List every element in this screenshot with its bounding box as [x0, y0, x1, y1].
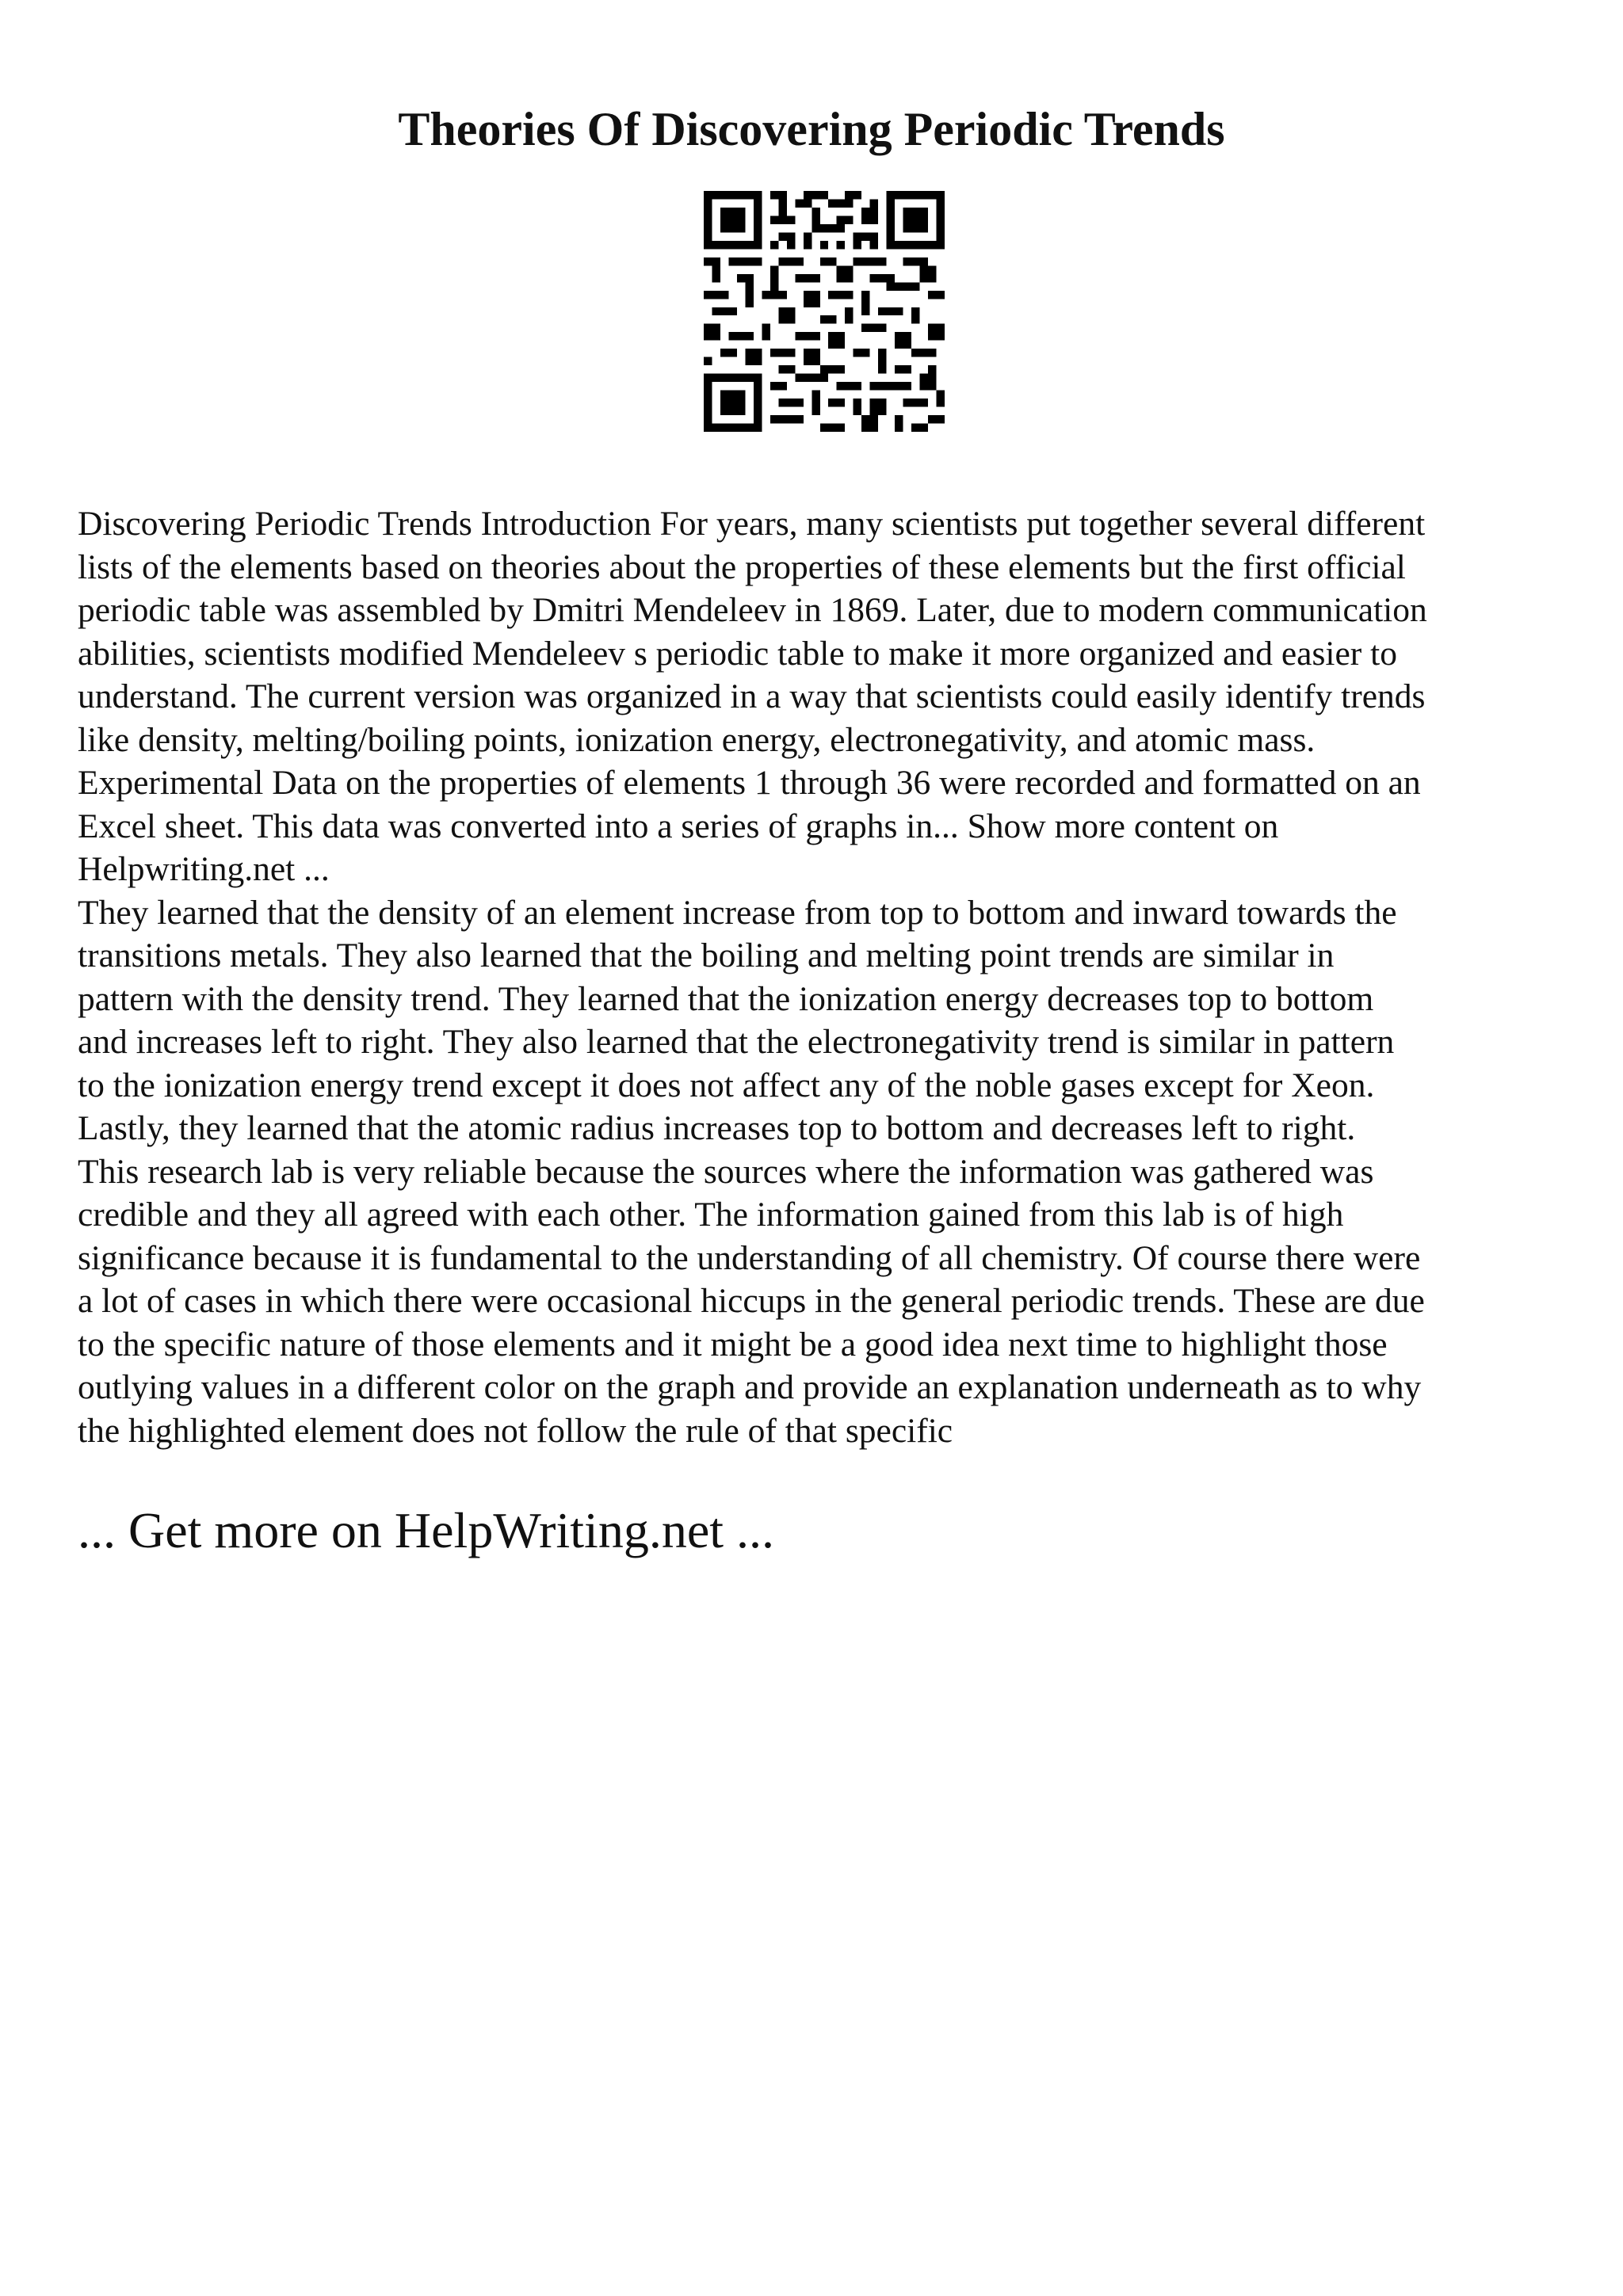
get-more-link[interactable]: ... Get more on HelpWriting.net ...: [78, 1502, 774, 1558]
article-body: Discovering Periodic Trends Introduction For years, many scientists put together several different lists of the elements based on theories about the properties of these elements but the first official periodic table was assembled by Dmitri Mendeleev in 1869. Later, due to modern communication abilities, scientists modified Mendeleev s periodic table to make it more organized and easier to understand. The current version was organized in a way that scientists could easily identify trends like density, melting/boiling points, ionization energy, electronegativity, and atomic mass. Experimental Data on the properties of elements 1 through 36 were recorded and formatted on an Excel sheet. This data was converted into a series of graphs in... Show more content on Helpwriting.net ... They learned that the density of an element increase from top to bottom and inward towards the transitions metals. They also learned that the boiling and melting point trends are similar in pattern with the density trend. They learned that the ionization energy decreases top to bottom and increases left to right. They also learned that the electronegativity trend is similar in pattern to the ionization energy trend except it does not affect any of the noble gases except for Xeon. Lastly, they learned that the atomic radius increases top to bottom and decreases left to right. This research lab is very reliable because the sources where the information was gathered was credible and they all agreed with each other. The information gained from this lab is of high significance because it is fundamental to the understanding of all chemistry. Of course there were a lot of cases in which there were occasional hiccups in the general periodic trends. These are due to the specific nature of those elements and it might be a good idea next time to highlight those outlying values in a different color on the graph and provide an explanation underneath as to why the highlighted element does not follow the rule of that specific: [78, 505, 1427, 1450]
qr-code-icon: [704, 190, 945, 433]
page-title: Theories Of Discovering Periodic Trends: [398, 103, 1225, 155]
